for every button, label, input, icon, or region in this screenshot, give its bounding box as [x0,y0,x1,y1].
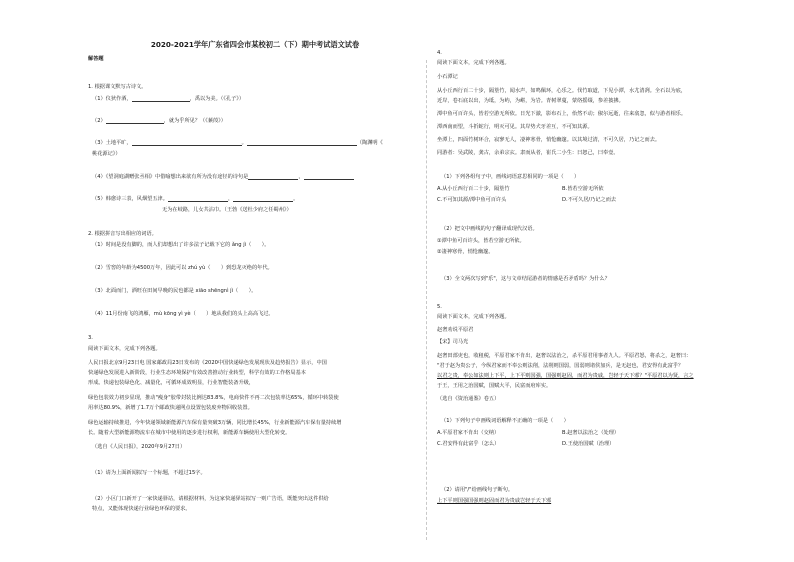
q4-item1: （1）下列各组句子中，画线词语意思相同的一项是（ ） [441,174,580,180]
q2-item1: （1）时间是没有脚的，而人们却想出了许多法子记载下它的 ǎng jì（ ）。 [92,242,270,248]
q3-item2-line2: 特点，又能体现快递行业绿色环保的要求。 [92,506,191,512]
q4-option-b[interactable]: B.皆若空游无所依 [562,186,604,192]
answer-blank[interactable] [304,174,354,180]
q4-passage-line6: 同游者：吴武陵，龚古，余弟宗玄。隶而从者，崔氏二小生：曰恕己，曰奉壹。 [437,150,619,156]
q5-passage-line3: 以君之贵，奉公如法则上下平，上下平则国强，国强则赵固，而君为贵戚，岂轻于天下邪？"平原君以为贤，言之 [437,373,694,379]
answer-blank[interactable] [132,140,242,146]
q5-option-a[interactable]: A.平原君家不肯出（交纳） [437,430,500,436]
q1-item3 [92,140,383,146]
exam-title: 2020-2021学年广东省四会市某校初二（下）期中考试语文试卷 [150,40,360,49]
q5-intro: 阅读下面文本，完成下列各题。 [437,314,510,320]
q5-number: 5. [437,304,442,310]
q1-item3-prefix: （3）土地平旷， [92,140,132,146]
q1-item5-mid2: 。 [293,196,299,202]
q5-passage-line2: "君于赵为贵公子，今纵君家而不奉公则法削，法削则国弱，国弱则诸侯加兵，是无赵也，君安得有此富乎？ [437,363,684,369]
q4-item2-sub1: ①潭中鱼可百许头，皆若空游无所依。 [437,238,525,244]
q1-item1 [92,96,244,102]
q5-passage-line4: 于王，王用之治国赋，国赋大平，民富而府库实。 [437,383,552,389]
q1-item4 [92,174,354,180]
column-divider [426,60,427,540]
q3-para2-line1: 绿色包装效力初步显现，推动"瘦身"胶带封装比例达83.8%，电商快件不再二次包装率达65%，循环中转袋使 [88,395,339,401]
q4-passage-line2: 近岸，卷石底以出，为坻，为屿，为嵁，为岩。青树翠蔓，蒙络摇缀，参差披拂。 [437,98,624,104]
q5-option-c[interactable]: C.君安得有此富乎（怎么） [437,441,500,447]
q3-source: （选自《人民日报》，2020年9月27日） [92,444,186,450]
q2-item4: （4）11月份南飞的鸿雁，mù kōng yì yè（ ）地从我们的头上高高飞过。 [92,311,274,317]
q2-item2: （2）雪窖的年龄为4500万年，因此可以 zhú yù（ ）到恐龙灭绝的年代。 [92,265,273,271]
q1-item4-mid: ， [298,174,304,180]
answer-blank[interactable] [106,118,164,124]
q4-intro: 阅读下面文本，完成下列各题。 [437,60,510,66]
q5-item2: （2）请用"/"给画线句子断句。 [441,487,514,493]
q2-intro: 2. 根据拼音写出相应的词语。 [88,231,157,237]
q1-item5-mid: ， [227,196,234,202]
answer-blank[interactable] [233,196,293,202]
q1-item2-prefix: （2） [92,118,106,124]
q5-author: 【宋】司马光 [437,339,469,345]
q5-passage-title: 赵奢劝说平原君 [437,327,474,333]
q1-item5-cont: 无为在岐路，儿女共沾巾。（王勃《送杜少府之任蜀州》） [162,207,292,213]
q1-intro: 1. 根据课文默写古诗文。 [88,84,147,90]
q1-item5 [92,196,298,202]
q3-item1: （1）请为上面新闻拟写一个标题，不超过15字。 [92,470,206,476]
q4-item2-sub2: ②凄神寒骨，悄怆幽邃。 [437,249,494,255]
q3-para3-line2: 长。随着大型新能源物流车在城市中使用的逐步进行权利，新能源车辆使用大型化转变。 [88,430,291,436]
q5-option-b[interactable]: B.赵奢以法治之（处理） [562,430,620,436]
q3-para1-line3: 形成。快递包装绿色化、减量化，可循环成效明显，行业智能装备升级， [88,380,255,386]
q3-number: 3. [88,335,93,341]
q3-para2-line2: 用率达80.9%，新增了1.7万个邮政快递网点设置包装废弃物回收装置。 [88,405,253,411]
q4-option-d[interactable]: D.不可久居/乃记之而去 [562,197,617,203]
q1-item1-prefix: （1）仪狄作酒， [92,96,132,102]
answer-blank[interactable] [247,140,357,146]
q4-item2: （2）把文中画线的句子翻译成现代汉语。 [441,226,538,232]
q4-passage-line5: 坐潭上，四面竹树环合，寂寥无人，凄神寒骨，悄怆幽邃。以其境过清，不可久居，乃记之而去。 [437,137,661,143]
q3-para3-line1: 绿色运输持续推进，今年快递领域新能源汽车保有量突破3万辆，同比增长45%，行业新能源汽车保有量持续增 [88,420,342,426]
q5-item1: （1）下列句子中画线词语解释不正确的一项是（ ） [441,418,569,424]
q1-item2 [92,118,226,124]
q1-item4-prefix: （4）《望洞庭湖赠张丞相》中借喻想出来欲有所为没有途径的诗句是 [92,174,249,180]
q4-passage-line3: 潭中鱼可百许头，皆若空游无所依。日光下澈，影布石上，佁然不动；俶尔远逝，往来翕忽，似与游者相乐。 [437,111,687,117]
q3-item2-line1: （2）小区门口新开了一家快递驿站，请根据材料，为这家快递驿站拟写一则广告语，既能突出这件供给 [92,496,329,502]
q5-item2-sentence: 上下平则国强国强则赵固而君为贵戚岂轻于天下邪 [437,498,552,504]
q1-item2-suffix: ，就为乎所见？（《蒹葭》） [163,118,226,124]
q5-source: （选自《资治通鉴》卷五） [437,396,500,402]
answer-blank[interactable] [132,96,190,102]
q1-item5-prefix: （5）韩愈诗三表，风烟望五津。 [92,196,168,202]
q3-intro: 阅读下面文本，完成下列各题。 [88,346,161,352]
q1-item3-source: （陶渊明《 [356,140,383,146]
answer-blank[interactable] [248,174,298,180]
q3-para1-line2: 快递绿色发展进入新阶段，行业生态环境保护有效改善推动行业转型，科学有效的工作格局基本 [88,370,306,376]
q4-passage-line4: 潭西南而望，斗折蛇行，明灭可见。其岸势犬牙差互，不可知其源。 [437,124,593,130]
q1-item3-mid: 。 [241,140,247,146]
q4-option-a[interactable]: A.从小丘西行百二十步，隔篁竹 [437,186,510,192]
q1-item1-suffix: ，禹以为美。（《孔子》） [189,96,245,102]
q4-item3: （3）全文两次写到"乐"，这与文章结尾游者的情感是否矛盾吗？为什么？ [441,276,610,282]
q3-para1-line1: 人民日报北京9月23日电 国家邮政局23日发布的《2020中国快递绿色发展现状及趋势报告》显示，中国 [88,360,327,366]
q4-passage-title: 小石潭记 [437,74,458,80]
answer-blank[interactable] [168,196,228,202]
q5-passage-line1: 赵奢田部吏也，收租税，平原君家不肯出，赵奢以法治之，杀平原君用事者九人。平原君怒，将杀之，赵奢曰： [437,353,692,359]
q4-number: 4. [437,50,442,56]
section-label: 解答题 [88,56,104,62]
q4-option-c[interactable]: C.不可知其源/潭中鱼可百许头 [437,197,507,203]
q2-item3: （3）北面而门，酒旺在田间早晚的民也都是 xiāo shēngnì jì（ ）。 [92,288,257,294]
q1-item3-cont: 桃花源记》） [92,151,121,157]
q5-option-d[interactable]: D.王使治国赋（治理） [562,441,615,447]
q4-passage-line1: 从小丘西行百二十步，隔篁竹，闻水声，如鸣佩环，心乐之。伐竹取道，下见小潭，水尤清冽。全石以为底， [437,88,687,94]
